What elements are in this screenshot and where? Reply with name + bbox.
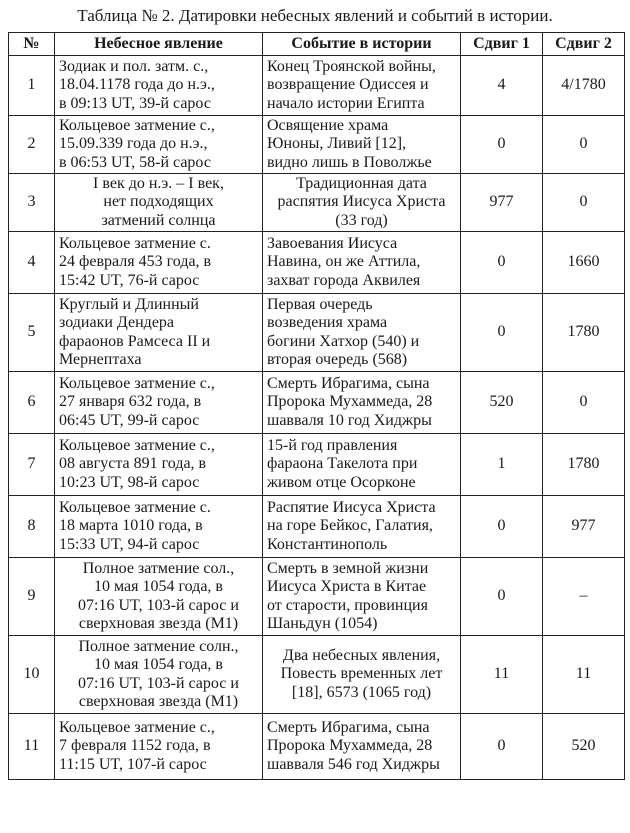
cell-history bbox=[263, 636, 461, 714]
cell-celestial-line: зодиаки Дендера bbox=[59, 314, 175, 331]
cell-celestial-line: 06:45 UT, 99-й сарос bbox=[59, 411, 200, 429]
cell-celestial-line: Кольцевое затмение с., bbox=[59, 116, 215, 134]
cell-history-line: распятия Иисуса Христа bbox=[277, 193, 446, 211]
cell-celestial-line: Круглый и Длинный bbox=[59, 295, 199, 313]
cell-shift2: 1780 bbox=[543, 294, 625, 372]
cell-history-line: Смерть в земной жизни bbox=[267, 559, 429, 577]
cell-history-line: Два небесных явления, bbox=[282, 646, 441, 664]
cell-celestial-line: 24 февраля 453 года, в bbox=[59, 253, 212, 271]
table-row bbox=[9, 496, 625, 558]
cell-celestial-line: 15:33 UT, 94-й сарос bbox=[59, 535, 200, 553]
cell-celestial-line: в 06:53 UT, 58-й сарос bbox=[59, 153, 211, 171]
cell-num: 5 bbox=[9, 294, 55, 372]
cell-shift1: 4 bbox=[461, 56, 543, 116]
cell-shift2: – bbox=[543, 558, 625, 636]
cell-history-line: на горе Бейкос, Галатия, bbox=[267, 517, 433, 535]
cell-history bbox=[263, 174, 461, 232]
cell-celestial bbox=[55, 294, 263, 372]
cell-shift2: 4/1780 bbox=[543, 56, 625, 116]
cell-num: 9 bbox=[9, 558, 55, 636]
table-row bbox=[9, 116, 625, 174]
cell-celestial-line: фараонов Рамсеса II и bbox=[59, 332, 211, 350]
cell-celestial-line: сверхновая звезда (М1) bbox=[78, 615, 239, 632]
cell-celestial-line: Зодиак и пол. затм. с., bbox=[59, 57, 209, 75]
cell-celestial-line: 27 января 632 года, в bbox=[59, 393, 202, 411]
cell-history-line: Пророка Мухаммеда, 28 bbox=[267, 737, 433, 755]
cell-celestial-line: 7 февраля 1152 года, в bbox=[59, 737, 211, 755]
cell-history-line: Пророка Мухаммеда, 28 bbox=[267, 393, 433, 411]
cell-history-line: богини Хатхор (540) и bbox=[267, 332, 420, 350]
cell-celestial-line: нет подходящих bbox=[103, 193, 214, 211]
cell-celestial-line: 07:16 UT, 103-й сарос и bbox=[78, 674, 239, 692]
cell-celestial bbox=[55, 372, 263, 434]
cell-history bbox=[263, 496, 461, 558]
cell-shift1: 0 bbox=[461, 714, 543, 780]
cell-history bbox=[263, 434, 461, 496]
cell-celestial-line: 18 марта 1010 года, в bbox=[59, 517, 203, 535]
cell-celestial-line: I век до н.э. – I век, bbox=[93, 174, 224, 192]
cell-history-line: Юноны, Ливий [12], bbox=[267, 135, 407, 153]
cell-shift2: 0 bbox=[543, 174, 625, 232]
cell-celestial-line: 07:16 UT, 103-й сарос и bbox=[78, 596, 239, 614]
cell-num: 7 bbox=[9, 434, 55, 496]
cell-celestial-line: 11:15 UT, 107-й сарос bbox=[59, 755, 207, 773]
cell-celestial-line: Кольцевое затмение с., bbox=[59, 718, 215, 736]
cell-shift2: 520 bbox=[543, 714, 625, 780]
table-row bbox=[9, 434, 625, 496]
cell-history-line: шавваля 546 год Хиджры bbox=[267, 755, 440, 773]
cell-history-line: Смерть Ибрагима, сына bbox=[267, 374, 430, 392]
cell-celestial-line: затмений солнца bbox=[101, 211, 216, 229]
cell-celestial-line: 08 августа 891 года, в bbox=[59, 455, 207, 473]
cell-history-line: Освящение храма bbox=[267, 116, 389, 134]
cell-celestial bbox=[55, 116, 263, 174]
cell-shift2: 977 bbox=[543, 496, 625, 558]
cell-num: 11 bbox=[9, 714, 55, 780]
cell-history-line: Распятие Иисуса Христа bbox=[267, 498, 436, 516]
table-caption: Таблица № 2. Датировки небесных явлений и событий в истории. bbox=[77, 6, 553, 25]
table-row bbox=[9, 636, 625, 714]
cell-history bbox=[263, 558, 461, 636]
header-shift1: Сдвиг 1 bbox=[461, 33, 543, 56]
cell-celestial-line: Кольцевое затмение с., bbox=[59, 374, 215, 392]
cell-shift2: 1660 bbox=[543, 232, 625, 294]
cell-celestial bbox=[55, 56, 263, 116]
cell-celestial bbox=[55, 174, 263, 232]
cell-celestial bbox=[55, 558, 263, 636]
cell-shift1: 0 bbox=[461, 558, 543, 636]
cell-celestial-line: Мернептаха bbox=[59, 351, 142, 368]
cell-history bbox=[263, 56, 461, 116]
cell-shift2: 0 bbox=[543, 372, 625, 434]
cell-shift1: 1 bbox=[461, 434, 543, 496]
cell-history-line: (33 год) bbox=[335, 211, 388, 229]
header-celestial: Небесное явление bbox=[55, 33, 263, 56]
cell-history-line: Смерть Ибрагима, сына bbox=[267, 718, 430, 736]
cell-history-line: 15-й год правления bbox=[267, 436, 398, 454]
cell-shift1: 0 bbox=[461, 232, 543, 294]
table-row bbox=[9, 558, 625, 636]
cell-history-line: шавваля 10 год Хиджры bbox=[267, 411, 432, 429]
cell-celestial-line: 15.09.339 года до н.э., bbox=[59, 135, 208, 153]
cell-celestial-line: 15:42 UT, 76-й сарос bbox=[59, 271, 200, 289]
cell-celestial-line: Кольцевое затмение с. bbox=[59, 498, 211, 516]
cell-celestial bbox=[55, 636, 263, 714]
cell-celestial-line: 10 мая 1054 года, в bbox=[94, 578, 223, 595]
cell-history-line: Конец Троянской войны, bbox=[267, 57, 436, 75]
cell-celestial-line: 10 мая 1054 года, в bbox=[94, 656, 223, 673]
cell-num: 4 bbox=[9, 232, 55, 294]
cell-history-line: Завоевания Иисуса bbox=[267, 234, 398, 252]
cell-history-line: Константинополь bbox=[267, 535, 388, 553]
cell-celestial bbox=[55, 232, 263, 294]
cell-celestial-line: Кольцевое затмение с., bbox=[59, 436, 215, 454]
cell-shift1: 0 bbox=[461, 294, 543, 372]
cell-shift1: 11 bbox=[461, 636, 543, 714]
cell-num: 6 bbox=[9, 372, 55, 434]
cell-history-line: от старости, провинция bbox=[267, 596, 428, 614]
header-num: № bbox=[9, 33, 55, 56]
cell-history-line: Иисуса Христа в Китае bbox=[267, 578, 427, 595]
cell-celestial-line: 10:23 UT, 98-й сарос bbox=[59, 473, 200, 491]
cell-shift1: 977 bbox=[461, 174, 543, 232]
cell-shift2: 11 bbox=[543, 636, 625, 714]
cell-celestial-line: Кольцевое затмение с. bbox=[59, 234, 211, 252]
cell-celestial bbox=[55, 434, 263, 496]
cell-num: 3 bbox=[9, 174, 55, 232]
cell-history bbox=[263, 294, 461, 372]
cell-history-line: Навина, он же Аттила, bbox=[267, 253, 421, 271]
table-row bbox=[9, 372, 625, 434]
cell-shift2: 0 bbox=[543, 116, 625, 174]
cell-history-line: видно лишь в Поволжье bbox=[267, 153, 432, 171]
datings-table bbox=[8, 32, 625, 780]
cell-history-line: [18], 6573 (1065 год) bbox=[291, 683, 432, 701]
cell-history-line: фараона Такелота при bbox=[267, 455, 418, 473]
cell-celestial bbox=[55, 496, 263, 558]
table-row bbox=[9, 56, 625, 116]
cell-history bbox=[263, 232, 461, 294]
table-row bbox=[9, 294, 625, 372]
cell-history-line: возведения храма bbox=[267, 314, 388, 331]
table-row bbox=[9, 714, 625, 780]
cell-num: 2 bbox=[9, 116, 55, 174]
cell-history-line: Первая очередь bbox=[267, 295, 373, 313]
header-row bbox=[9, 33, 625, 56]
cell-celestial-line: Полное затмение сол., bbox=[82, 559, 235, 577]
cell-history bbox=[263, 372, 461, 434]
header-shift2: Сдвиг 2 bbox=[543, 33, 625, 56]
cell-celestial-line: Полное затмение солн., bbox=[78, 637, 239, 655]
cell-num: 1 bbox=[9, 56, 55, 116]
cell-celestial-line: 18.04.1178 года до н.э., bbox=[59, 76, 215, 94]
cell-history bbox=[263, 714, 461, 780]
cell-celestial bbox=[55, 714, 263, 780]
cell-history-line: захват города Аквилея bbox=[267, 271, 421, 289]
header-history: Событие в истории bbox=[263, 33, 461, 56]
cell-num: 10 bbox=[9, 636, 55, 714]
cell-num: 8 bbox=[9, 496, 55, 558]
cell-history-line: Традиционная дата bbox=[296, 174, 427, 192]
cell-history-line: Повесть временных лет bbox=[280, 665, 443, 683]
cell-history bbox=[263, 116, 461, 174]
cell-history-line: начало истории Египта bbox=[267, 94, 425, 112]
table-row bbox=[9, 174, 625, 232]
table-row bbox=[9, 232, 625, 294]
cell-celestial-line: в 09:13 UT, 39-й сарос bbox=[59, 94, 211, 112]
cell-history-line: Шаньдун (1054) bbox=[267, 615, 378, 632]
cell-shift1: 0 bbox=[461, 496, 543, 558]
cell-history-line: вторая очередь (568) bbox=[267, 351, 408, 368]
cell-shift2: 1780 bbox=[543, 434, 625, 496]
cell-shift1: 520 bbox=[461, 372, 543, 434]
cell-celestial-line: сверхновая звезда (М1) bbox=[78, 693, 239, 710]
cell-shift1: 0 bbox=[461, 116, 543, 174]
cell-history-line: возвращение Одиссея и bbox=[267, 76, 429, 94]
cell-history-line: живом отце Осорконе bbox=[267, 473, 416, 491]
